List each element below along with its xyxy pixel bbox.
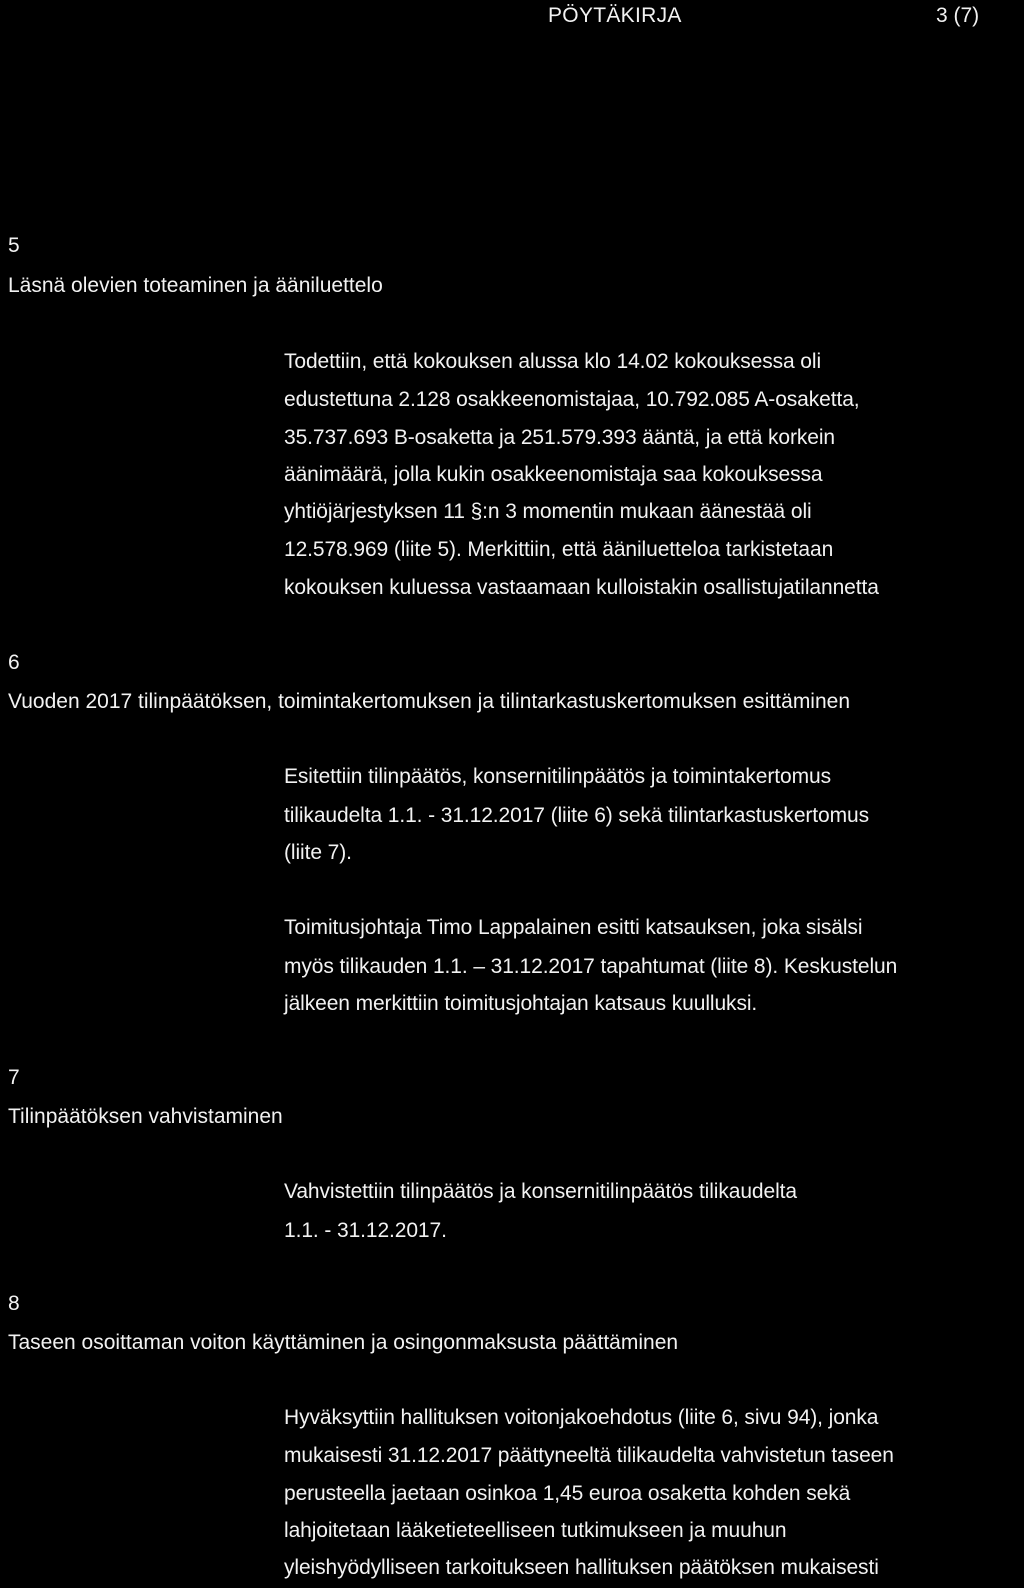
section-number: 6 xyxy=(8,651,20,674)
paragraph-line: myös tilikauden 1.1. – 31.12.2017 tapahtumat (liite 8). Keskustelun xyxy=(284,955,898,978)
paragraph-line: Hyväksyttiin hallituksen voitonjakoehdotus (liite 6, sivu 94), jonka xyxy=(284,1406,879,1429)
paragraph-line: Todettiin, että kokouksen alussa klo 14.02 kokouksessa oli xyxy=(284,350,822,373)
paragraph-line: äänimäärä, jolla kukin osakkeenomistaja saa kokouksessa xyxy=(284,463,823,486)
paragraph-line: lahjoitetaan lääketieteelliseen tutkimukseen ja muuhun xyxy=(284,1519,787,1542)
paragraph-line: edustettuna 2.128 osakkeenomistajaa, 10.792.085 A-osaketta, xyxy=(284,388,860,411)
paragraph-line: 12.578.969 (liite 5). Merkittiin, että ääniluetteloa tarkistetaan xyxy=(284,538,834,561)
section-heading: Tilinpäätöksen vahvistaminen xyxy=(8,1105,283,1128)
section-heading: Läsnä olevien toteaminen ja ääniluettelo xyxy=(8,274,383,297)
paragraph-line: Toimitusjohtaja Timo Lappalainen esitti katsauksen, joka sisälsi xyxy=(284,916,863,939)
paragraph-line: Vahvistettiin tilinpäätös ja konsernitilinpäätös tilikaudelta xyxy=(284,1180,797,1203)
section-heading: Vuoden 2017 tilinpäätöksen, toimintakertomuksen ja tilintarkastuskertomuksen esittäminen xyxy=(8,690,851,713)
section-number: 7 xyxy=(8,1066,20,1089)
page-number: 3 (7) xyxy=(936,4,980,27)
paragraph-line: tilikaudelta 1.1. - 31.12.2017 (liite 6) sekä tilintarkastuskertomus xyxy=(284,804,869,827)
paragraph-line: 35.737.693 B-osaketta ja 251.579.393 ääntä, ja että korkein xyxy=(284,426,836,449)
paragraph-line: 1.1. - 31.12.2017. xyxy=(284,1219,447,1242)
paragraph-line: (liite 7). xyxy=(284,841,352,864)
document-title: PÖYTÄKIRJA xyxy=(548,4,682,27)
paragraph-line: jälkeen merkittiin toimitusjohtajan katsaus kuulluksi. xyxy=(284,992,758,1015)
section-heading: Taseen osoittaman voiton käyttäminen ja osingonmaksusta päättäminen xyxy=(8,1331,679,1354)
section-number: 8 xyxy=(8,1292,20,1315)
paragraph-line: mukaisesti 31.12.2017 päättyneeltä tilikaudelta vahvistetun taseen xyxy=(284,1444,894,1467)
paragraph-line: yleishyödylliseen tarkoitukseen hallituksen päätöksen mukaisesti xyxy=(284,1556,879,1579)
paragraph-line: kokouksen kuluessa vastaamaan kulloistakin osallistujatilannetta xyxy=(284,576,879,599)
paragraph-line: Esitettiin tilinpäätös, konsernitilinpäätös ja toimintakertomus xyxy=(284,765,831,788)
section-number: 5 xyxy=(8,234,20,257)
paragraph-line: perusteella jaetaan osinkoa 1,45 euroa osaketta kohden sekä xyxy=(284,1482,851,1505)
paragraph-line: yhtiöjärjestyksen 11 §:n 3 momentin mukaan äänestää oli xyxy=(284,500,812,523)
